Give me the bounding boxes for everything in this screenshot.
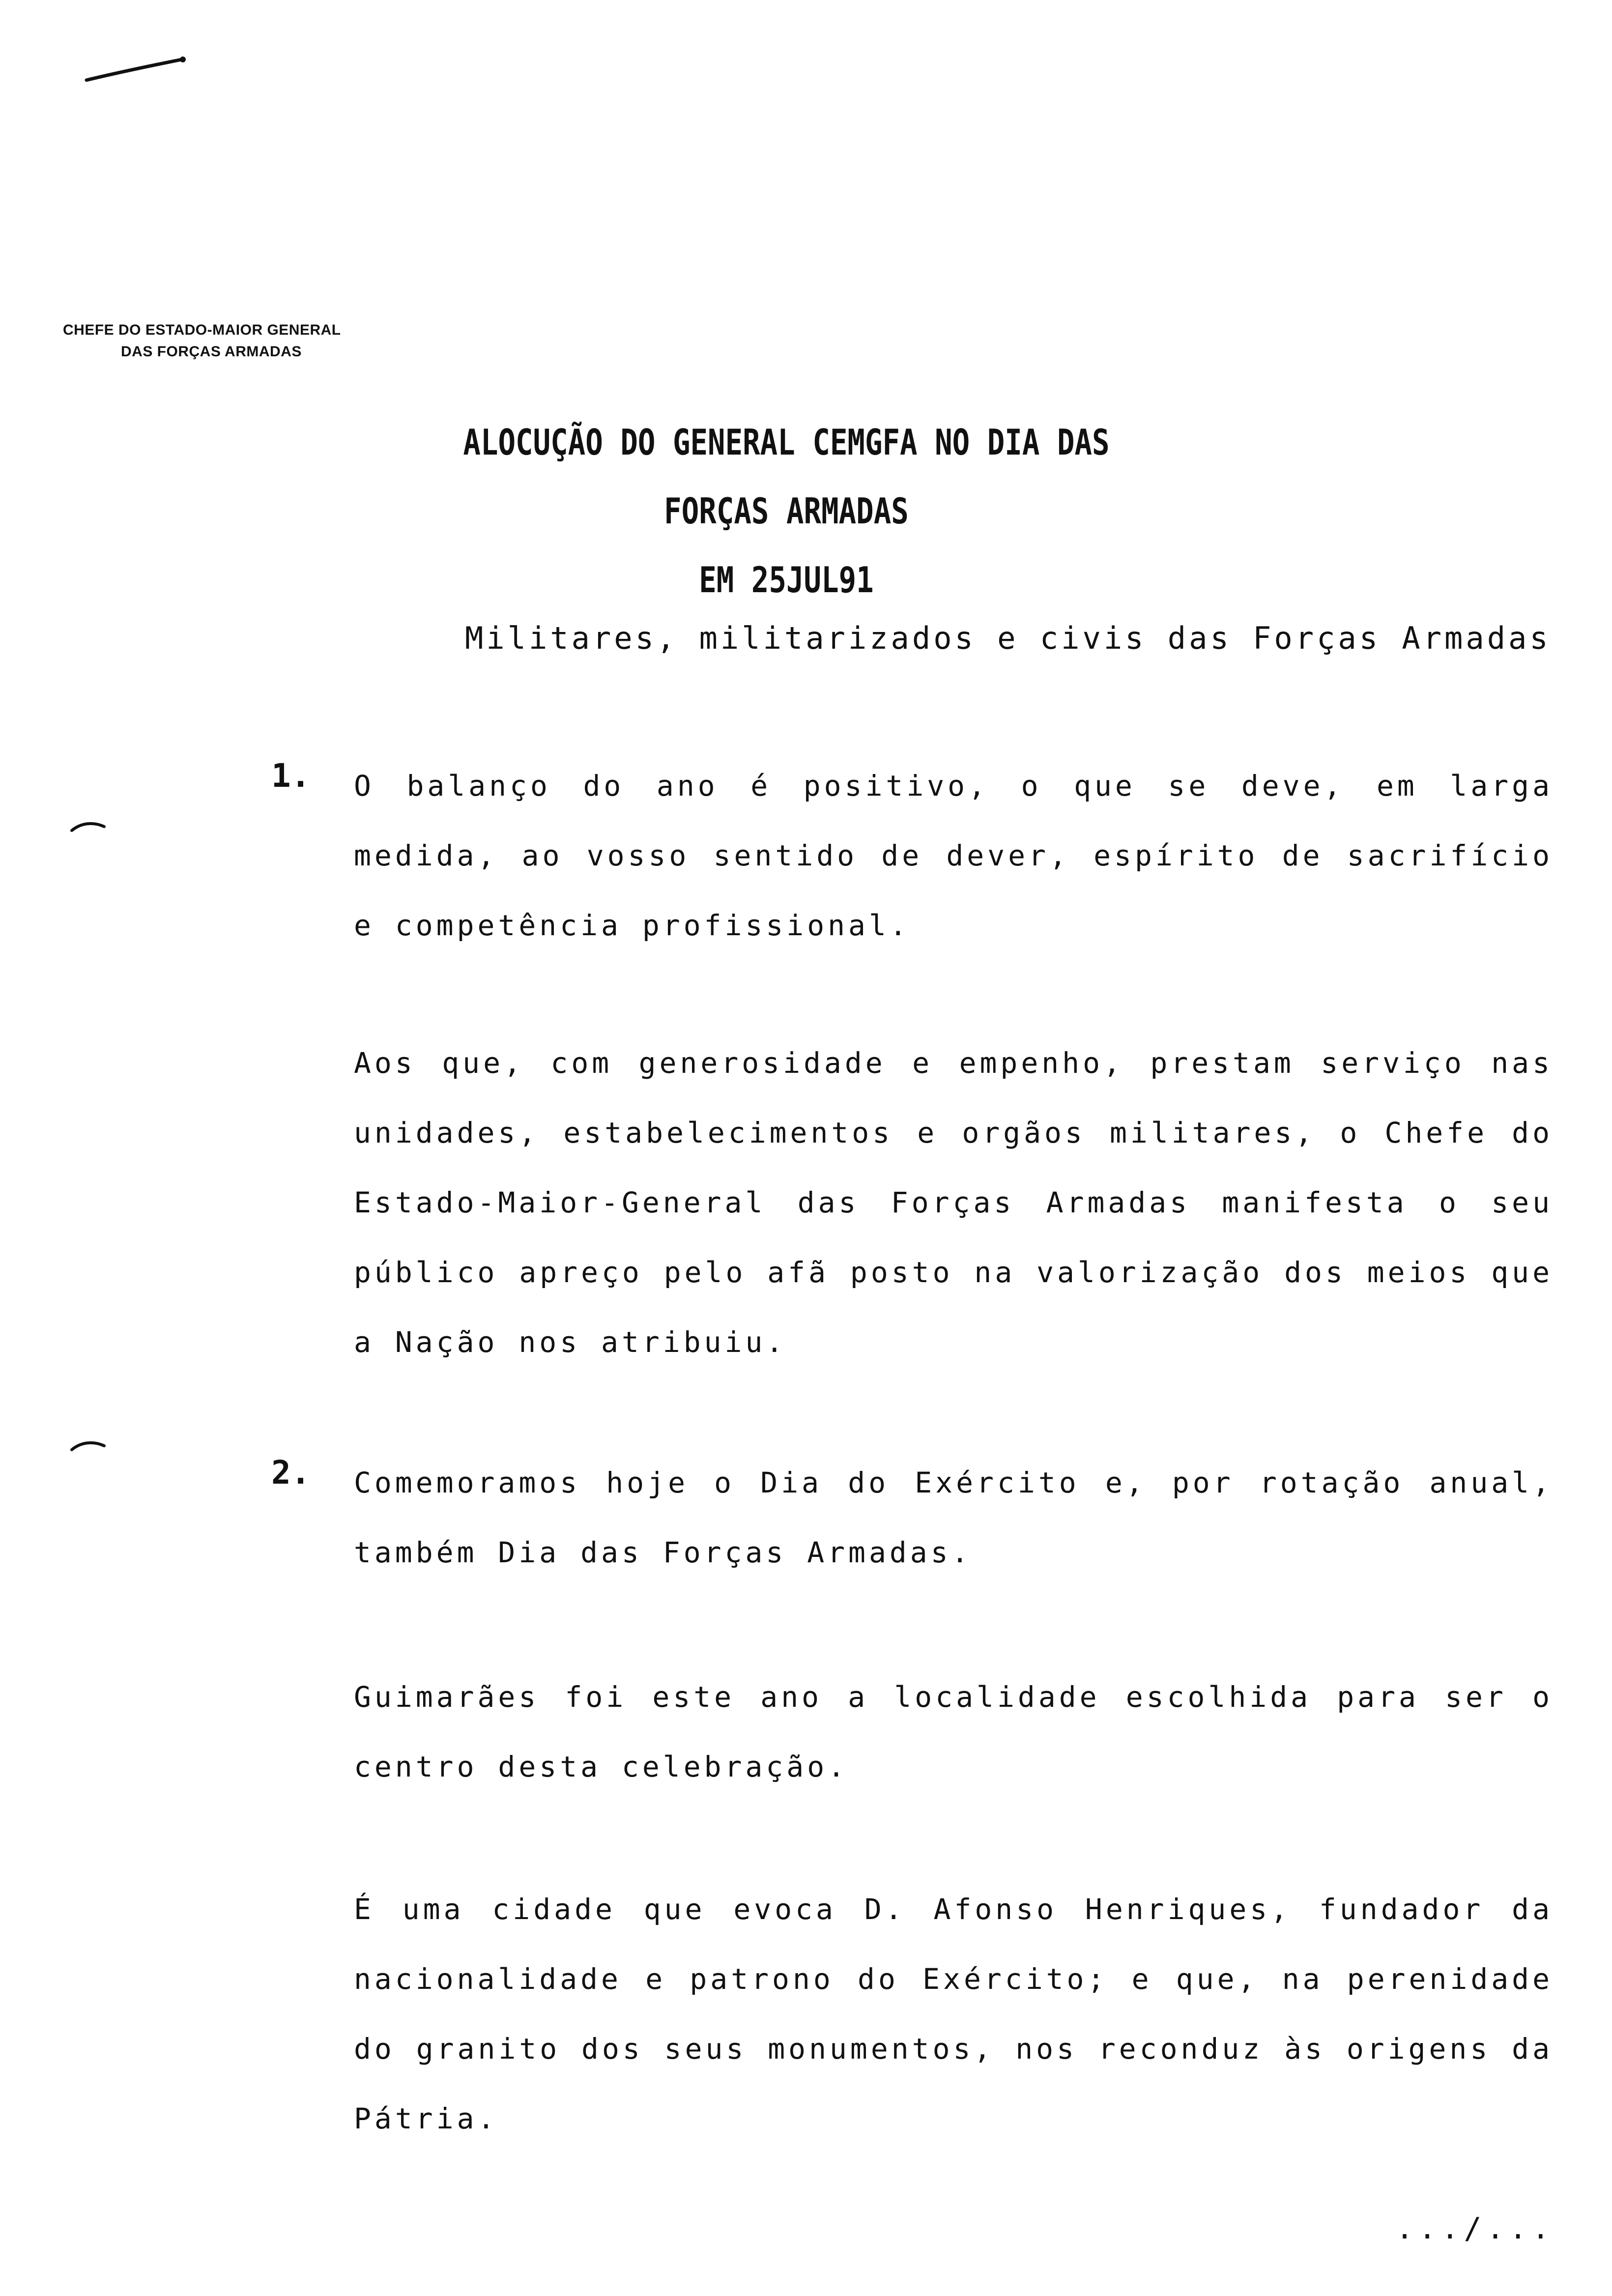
section-1-paragraph-1: O balanço do ano é positivo, o que se deve, em larga medida, ao vosso sentido de dever, espírito de sacrifício e competência profissional. — [354, 769, 1553, 942]
section-number-1: 1. — [271, 757, 311, 795]
section-number-2: 2. — [271, 1454, 311, 1492]
title-line-2: EM 25JUL91 — [699, 559, 874, 601]
margin-mark-1 — [69, 816, 108, 835]
section-2-paragraph-1: Comemoramos hoje o Dia do Exército e, por rotação anual, também Dia das Forças Armadas. — [354, 1466, 1553, 1569]
document-title — [424, 408, 1149, 614]
section-2-paragraph-3: É uma cidade que evoca D. Afonso Henriques, fundador da nacionalidade e patrono do Exército; e que, na perenidade do granito dos seus monumentos, nos reconduz às origens da Pátria. — [354, 1893, 1553, 2135]
section-1-paragraph-2: Aos que, com generosidade e empenho, prestam serviço nas unidades, estabelecimentos e orgãos militares, o Chefe do Estado-Maior-General das Forças Armadas manifesta o seu público apreço pelo afã posto na valorização dos meios que a Nação nos atribuiu. — [354, 1046, 1553, 1359]
section-2-paragraph-2: Guimarães foi este ano a localidade escolhida para ser o centro desta celebração. — [354, 1680, 1553, 1783]
letterhead-line-2: DAS FORÇAS ARMADAS — [121, 344, 302, 360]
margin-mark-2 — [69, 1435, 108, 1455]
title-line-1: ALOCUÇÃO DO GENERAL CEMGFA NO DIA DAS FORÇAS ARMADAS — [463, 422, 1110, 532]
salutation: Militares, militarizados e civis das Forças Armadas — [465, 620, 1551, 656]
continuation-marker: .../... — [1396, 2211, 1554, 2246]
pen-stroke-mark — [84, 52, 192, 86]
letterhead — [63, 319, 341, 363]
letterhead-line-1: CHEFE DO ESTADO-MAIOR GENERAL — [63, 322, 341, 338]
